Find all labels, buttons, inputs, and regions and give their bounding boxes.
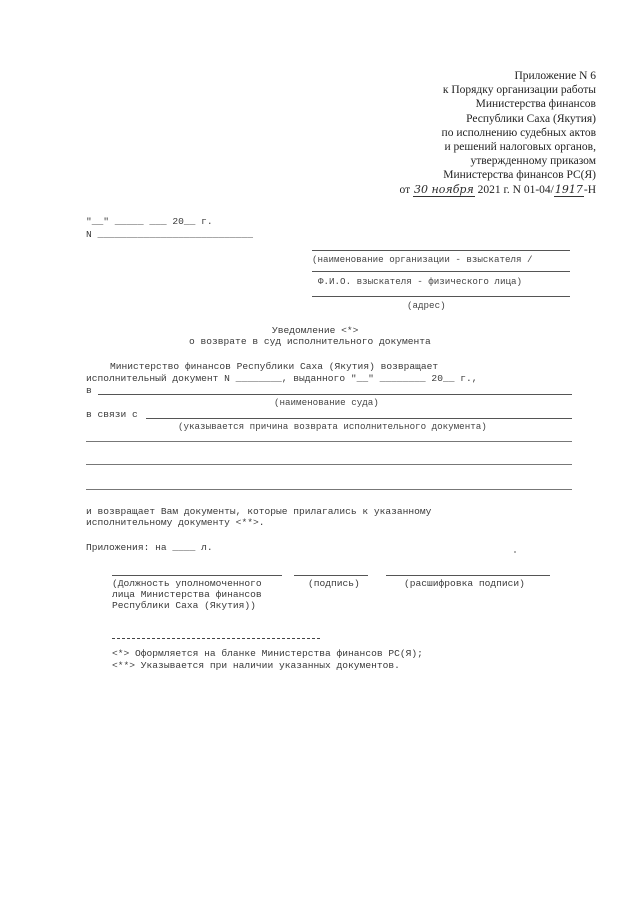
footnote-separator bbox=[112, 638, 320, 639]
decryption-line bbox=[386, 575, 550, 576]
header-line: Министерства финансов РС(Я) bbox=[443, 169, 596, 182]
caption-address: (адрес) bbox=[407, 300, 446, 311]
handwritten-order-number: 1917 bbox=[554, 182, 583, 196]
notice-title: Уведомление <*> bbox=[272, 325, 359, 336]
attachments-line: Приложения: на ____ л. bbox=[86, 542, 213, 553]
signature-caption: (подпись) bbox=[308, 578, 360, 589]
outgoing-number-line: N ___________________________ bbox=[86, 229, 253, 240]
header-line: Республики Саха (Якутия) bbox=[466, 112, 596, 125]
header-line: Министерства финансов bbox=[475, 98, 596, 111]
caption-fio: Ф.И.О. взыскателя - физического лица) bbox=[318, 276, 522, 287]
closing-line-2: исполнительному документу <**>. bbox=[86, 517, 265, 528]
reason-continuation-line bbox=[86, 489, 572, 490]
handwritten-order-date: 30 ноября bbox=[414, 182, 474, 196]
position-caption-1: (Должность уполномоченного bbox=[112, 578, 262, 589]
addressee-fio-line bbox=[312, 271, 570, 272]
addressee-address-line bbox=[312, 296, 570, 297]
header-line: по исполнению судебных актов bbox=[441, 126, 596, 139]
order-prefix: от bbox=[399, 183, 411, 196]
closing-line-1: и возвращает Вам документы, которые прилагались к указанному bbox=[86, 506, 432, 517]
caption-court: (наименование суда) bbox=[274, 397, 379, 408]
date-line: "__" _____ ___ 20__ г. bbox=[86, 216, 213, 227]
body-line-3-prefix: в bbox=[86, 385, 92, 396]
decryption-caption: (расшифровка подписи) bbox=[404, 578, 525, 589]
order-suffix: -Н bbox=[583, 183, 596, 196]
header-line: утвержденному приказом bbox=[470, 155, 596, 168]
footnote-1: <*> Оформляется на бланке Министерства финансов РС(Я); bbox=[112, 648, 423, 659]
appendix-title: Приложение N 6 bbox=[514, 70, 596, 82]
position-caption-2: лица Министерства финансов bbox=[112, 589, 262, 600]
position-caption-3: Республики Саха (Якутия)) bbox=[112, 600, 256, 611]
header-line: к Порядку организации работы bbox=[442, 84, 596, 97]
reason-continuation-line bbox=[86, 464, 572, 465]
order-year: 2021 г. N 01-04/ bbox=[477, 183, 554, 196]
addressee-org-line bbox=[312, 250, 570, 251]
header-line: и решений налоговых органов, bbox=[444, 141, 596, 154]
body-line-1: Министерство финансов Республики Саха (Якутия) возвращает bbox=[110, 361, 439, 372]
order-reference bbox=[296, 183, 596, 197]
reason-continuation-line bbox=[86, 441, 572, 442]
caption-organization: (наименование организации - взыскателя / bbox=[312, 254, 533, 265]
notice-subtitle: о возврате в суд исполнительного документа bbox=[189, 336, 431, 347]
signature-line bbox=[294, 575, 368, 576]
approval-header bbox=[296, 69, 596, 197]
court-name-line bbox=[98, 394, 572, 395]
body-line-2: исполнительный документ N ________, выданного "__" ________ 20__ г., bbox=[86, 373, 478, 384]
reason-prefix: в связи с bbox=[86, 409, 138, 420]
reason-line bbox=[146, 418, 572, 419]
footnote-2: <**> Указывается при наличии указанных документов. bbox=[112, 660, 400, 671]
caption-reason: (указывается причина возврата исполнительного документа) bbox=[178, 421, 487, 432]
position-line bbox=[112, 575, 282, 576]
scan-speck bbox=[514, 551, 516, 553]
